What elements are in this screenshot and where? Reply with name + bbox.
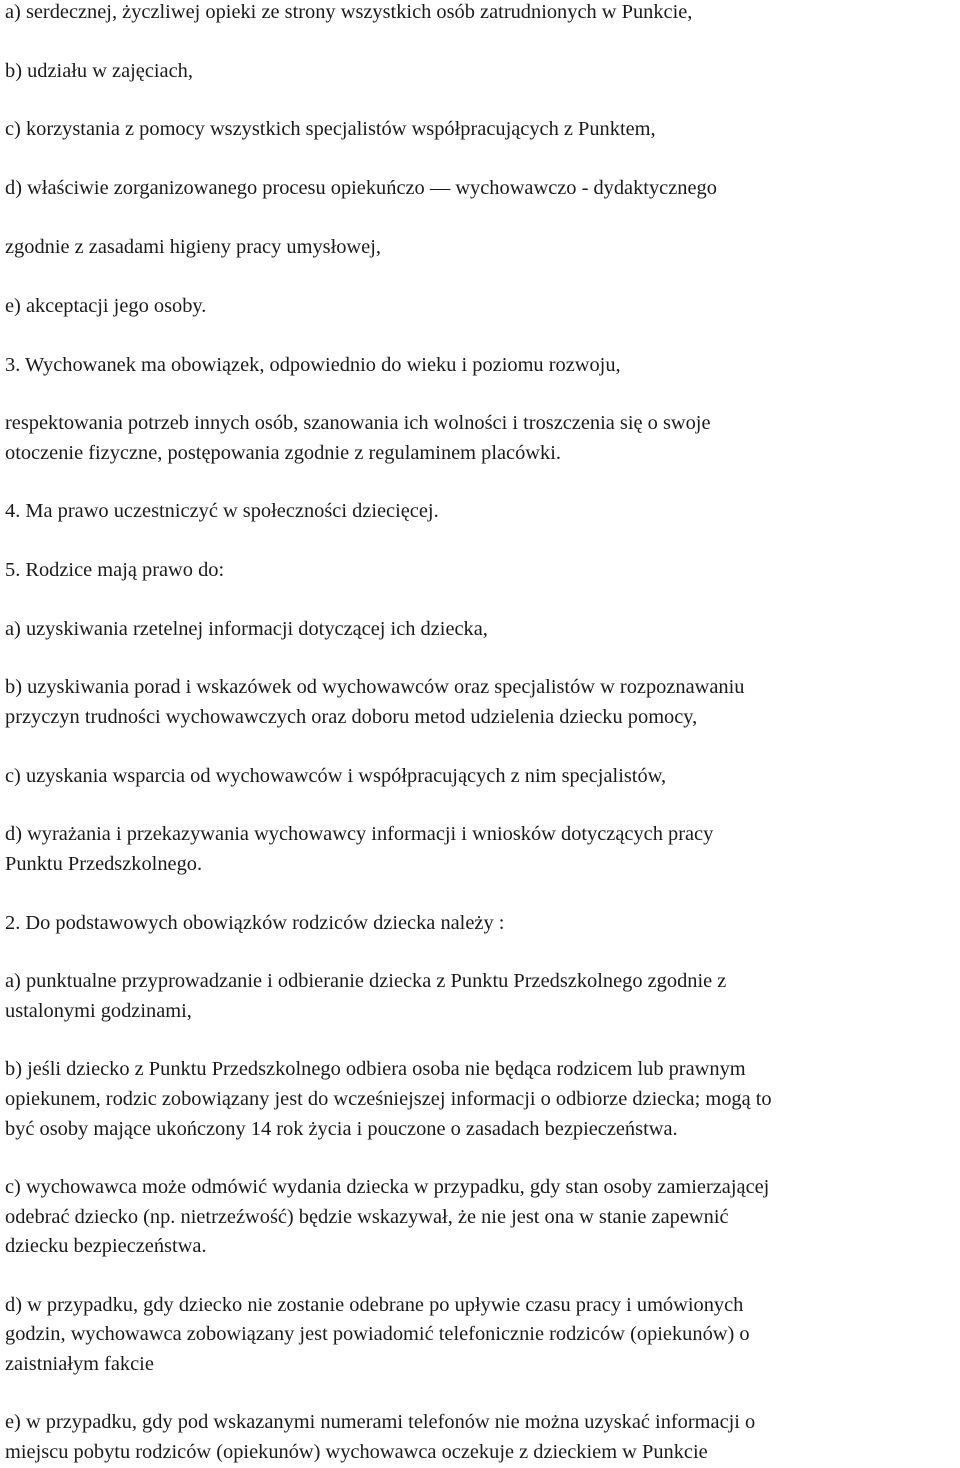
text-line: odebrać dziecko (np. nietrzeźwość) będzie wskazywał, że nie jest ona w stanie zapewnić	[5, 1206, 729, 1228]
text-line: c) uzyskania wsparcia od wychowawców i współpracujących z nim specjalistów,	[5, 765, 667, 787]
text-line: ustalonymi godzinami,	[5, 1000, 192, 1022]
text-line: e) w przypadku, gdy pod wskazanymi numerami telefonów nie można uzyskać informacji o	[5, 1411, 756, 1433]
text-line: 3. Wychowanek ma obowiązek, odpowiednio do wieku i poziomu rozwoju,	[5, 354, 621, 376]
text-line: c) wychowawca może odmówić wydania dziecka w przypadku, gdy stan osoby zamierzającej	[5, 1176, 770, 1198]
text-line: przyczyn trudności wychowawczych oraz doboru metod udzielenia dziecku pomocy,	[5, 706, 698, 728]
text-line: zaistniałym fakcie	[5, 1353, 154, 1375]
text-line: opiekunem, rodzic zobowiązany jest do wcześniejszej informacji o odbiorze dziecka; mogą to	[5, 1088, 772, 1110]
text-line: b) jeśli dziecko z Punktu Przedszkolnego odbiera osoba nie będąca rodzicem lub prawnym	[5, 1058, 746, 1080]
text-line: 4. Ma prawo uczestniczyć w społeczności dziecięcej.	[5, 500, 439, 522]
text-line: Punktu Przedszkolnego.	[5, 853, 203, 875]
text-line: 5. Rodzice mają prawo do:	[5, 559, 225, 581]
text-line: godzin, wychowawca zobowiązany jest powiadomić telefonicznie rodziców (opiekunów) o	[5, 1323, 750, 1345]
text-line: c) korzystania z pomocy wszystkich specjalistów współpracujących z Punktem,	[5, 118, 656, 140]
text-line: a) punktualne przyprowadzanie i odbieranie dziecka z Punktu Przedszkolnego zgodnie z	[5, 970, 727, 992]
text-line: respektowania potrzeb innych osób, szanowania ich wolności i troszczenia się o swoje	[5, 412, 711, 434]
text-line: d) w przypadku, gdy dziecko nie zostanie odebrane po upływie czasu pracy i umówionych	[5, 1294, 744, 1316]
text-line: b) uzyskiwania porad i wskazówek od wychowawców oraz specjalistów w rozpoznawaniu	[5, 676, 745, 698]
text-line: e) akceptacji jego osoby.	[5, 295, 207, 317]
text-line: a) uzyskiwania rzetelnej informacji dotyczącej ich dziecka,	[5, 618, 488, 640]
text-line: d) właściwie zorganizowanego procesu opiekuńczo ― wychowawczo - dydaktycznego	[5, 177, 717, 199]
text-line: b) udziału w zajęciach,	[5, 60, 193, 82]
text-line: być osoby mające ukończony 14 rok życia i pouczone o zasadach bezpieczeństwa.	[5, 1118, 678, 1140]
text-line: dziecku bezpieczeństwa.	[5, 1235, 207, 1257]
text-line: d) wyrażania i przekazywania wychowawcy informacji i wniosków dotyczących pracy	[5, 823, 714, 845]
text-line: a) serdecznej, życzliwej opieki ze strony wszystkich osób zatrudnionych w Punkcie,	[5, 1, 693, 23]
text-line: zgodnie z zasadami higieny pracy umysłowej,	[5, 236, 381, 258]
text-line: otoczenie fizyczne, postępowania zgodnie z regulaminem placówki.	[5, 442, 561, 464]
text-line: miejscu pobytu rodziców (opiekunów) wychowawca oczekuje z dzieckiem w Punkcie	[5, 1441, 708, 1463]
text-line: 2. Do podstawowych obowiązków rodziców dziecka należy :	[5, 912, 505, 934]
